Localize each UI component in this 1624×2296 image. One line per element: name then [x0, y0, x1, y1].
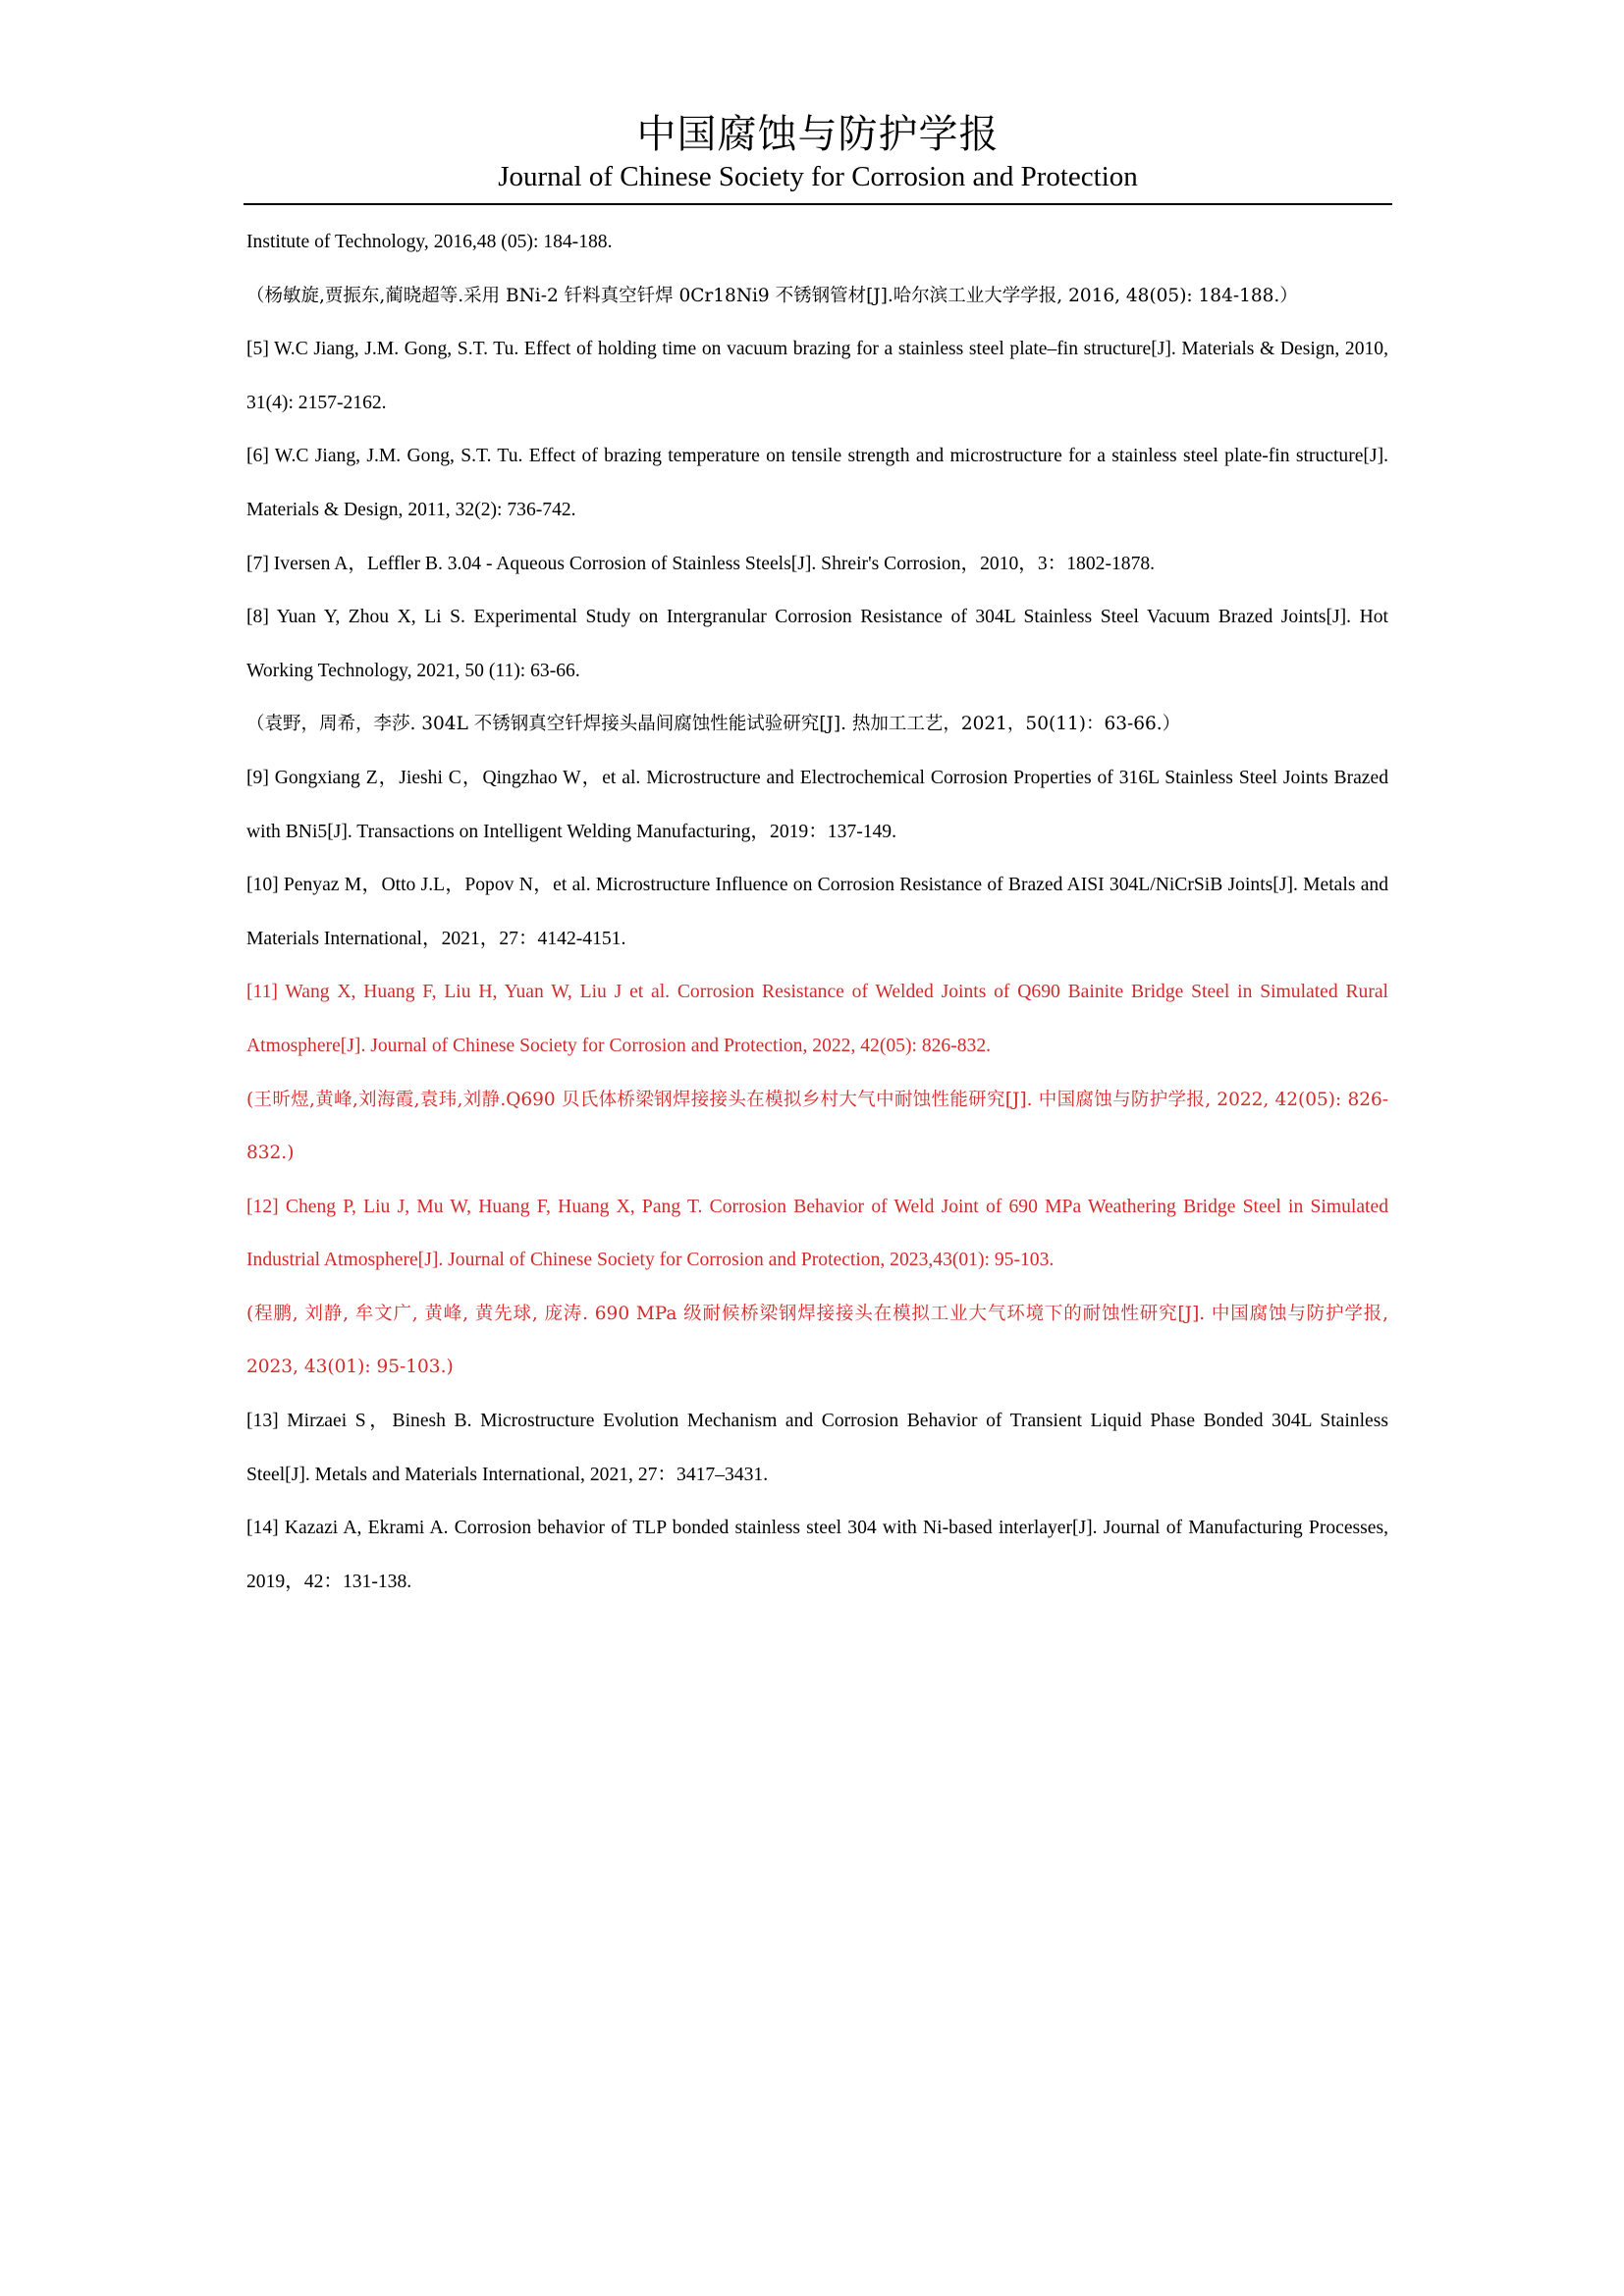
reference-entry: [7] Iversen A，Leffler B. 3.04 - Aqueous Corrosion of Stainless Steels[J]. Shreir's Corrosion，2010，3：1802-1878.: [246, 553, 1156, 574]
reference-entry: [10] Penyaz M，Otto J.L，Popov N，et al. Microstructure Influence on Corrosion Resistance of Brazed AISI 304L/NiCrSiB Joints[J]. Metals and Materials International，2021，27：4142-4151.: [246, 875, 1388, 949]
reference-entry: [14] Kazazi A, Ekrami A. Corrosion behavior of TLP bonded stainless steel 304 with Ni-based interlayer[J]. Journal of Manufacturing Processes, 2019，42：131-138.: [246, 1518, 1388, 1592]
reference-list: [246, 216, 1388, 1609]
reference-entry: [5] W.C Jiang, J.M. Gong, S.T. Tu. Effect of holding time on vacuum brazing for a stainless steel plate–fin structure[J]. Materials & Design, 2010, 31(4): 2157-2162.: [246, 339, 1388, 413]
reference-entry: （杨敏旋,贾振东,蔺晓超等.采用 BNi-2 钎料真空钎焊 0Cr18Ni9 不锈钢管材[J].哈尔滨工业大学学报, 2016, 48(05): 184-188.）: [246, 285, 1298, 306]
journal-title-en: Journal of Chinese Society for Corrosion and Protection: [498, 161, 1138, 192]
reference-entry: [8] Yuan Y, Zhou X, Li S. Experimental Study on Intergranular Corrosion Resistance of 304L Stainless Steel Vacuum Brazed Joints[J]. Hot Working Technology, 2021, 50 (11): 63-66.: [246, 607, 1388, 681]
reference-entry: （袁野，周希，李莎. 304L 不锈钢真空钎焊接头晶间腐蚀性能试验研究[J]. 热加工工艺，2021，50(11)：63-66.）: [246, 714, 1181, 735]
reference-entry: (程鹏, 刘静, 牟文广, 黄峰, 黄先球, 庞涛. 690 MPa 级耐候桥梁钢焊接接头在模拟工业大气环境下的耐蚀性研究[J]. 中国腐蚀与防护学报, 2023, 43(01): 95-103.): [246, 1303, 1388, 1378]
journal-title-cn: 中国腐蚀与防护学报: [636, 112, 1000, 157]
reference-entry: [11] Wang X, Huang F, Liu H, Yuan W, Liu J et al. Corrosion Resistance of Welded Joints of Q690 Bainite Bridge Steel in Simulated Rural Atmosphere[J]. Journal of Chinese Society for Corrosion and Protection, 2022, 42(05): 826-832.: [246, 982, 1388, 1056]
reference-entry: Institute of Technology, 2016,48 (05): 184-188.: [246, 232, 613, 252]
journal-header: [244, 110, 1392, 194]
reference-entry: [12] Cheng P, Liu J, Mu W, Huang F, Huang X, Pang T. Corrosion Behavior of Weld Joint of 690 MPa Weathering Bridge Steel in Simulated Industrial Atmosphere[J]. Journal of Chinese Society for Corrosion and Protection, 2023,43(01): 95-103.: [246, 1196, 1388, 1271]
header-divider: [244, 203, 1392, 205]
reference-entry: [13] Mirzaei S，Binesh B. Microstructure Evolution Mechanism and Corrosion Behavior of Transient Liquid Phase Bonded 304L Stainless Steel[J]. Metals and Materials International, 2021, 27：3417–3431.: [246, 1411, 1388, 1485]
reference-entry: (王昕煜,黄峰,刘海霞,袁玮,刘静.Q690 贝氏体桥梁钢焊接接头在模拟乡村大气中耐蚀性能研究[J]. 中国腐蚀与防护学报, 2022, 42(05): 826-832.): [246, 1089, 1388, 1164]
reference-entry: [9] Gongxiang Z，Jieshi C，Qingzhao W，et al. Microstructure and Electrochemical Corrosion Properties of 316L Stainless Steel Joints Brazed with BNi5[J]. Transactions on Intelligent Welding Manufacturing，2019：137-149.: [246, 767, 1388, 842]
reference-entry: [6] W.C Jiang, J.M. Gong, S.T. Tu. Effect of brazing temperature on tensile strength and microstructure for a stainless steel plate-fin structure[J]. Materials & Design, 2011, 32(2): 736-742.: [246, 446, 1388, 520]
